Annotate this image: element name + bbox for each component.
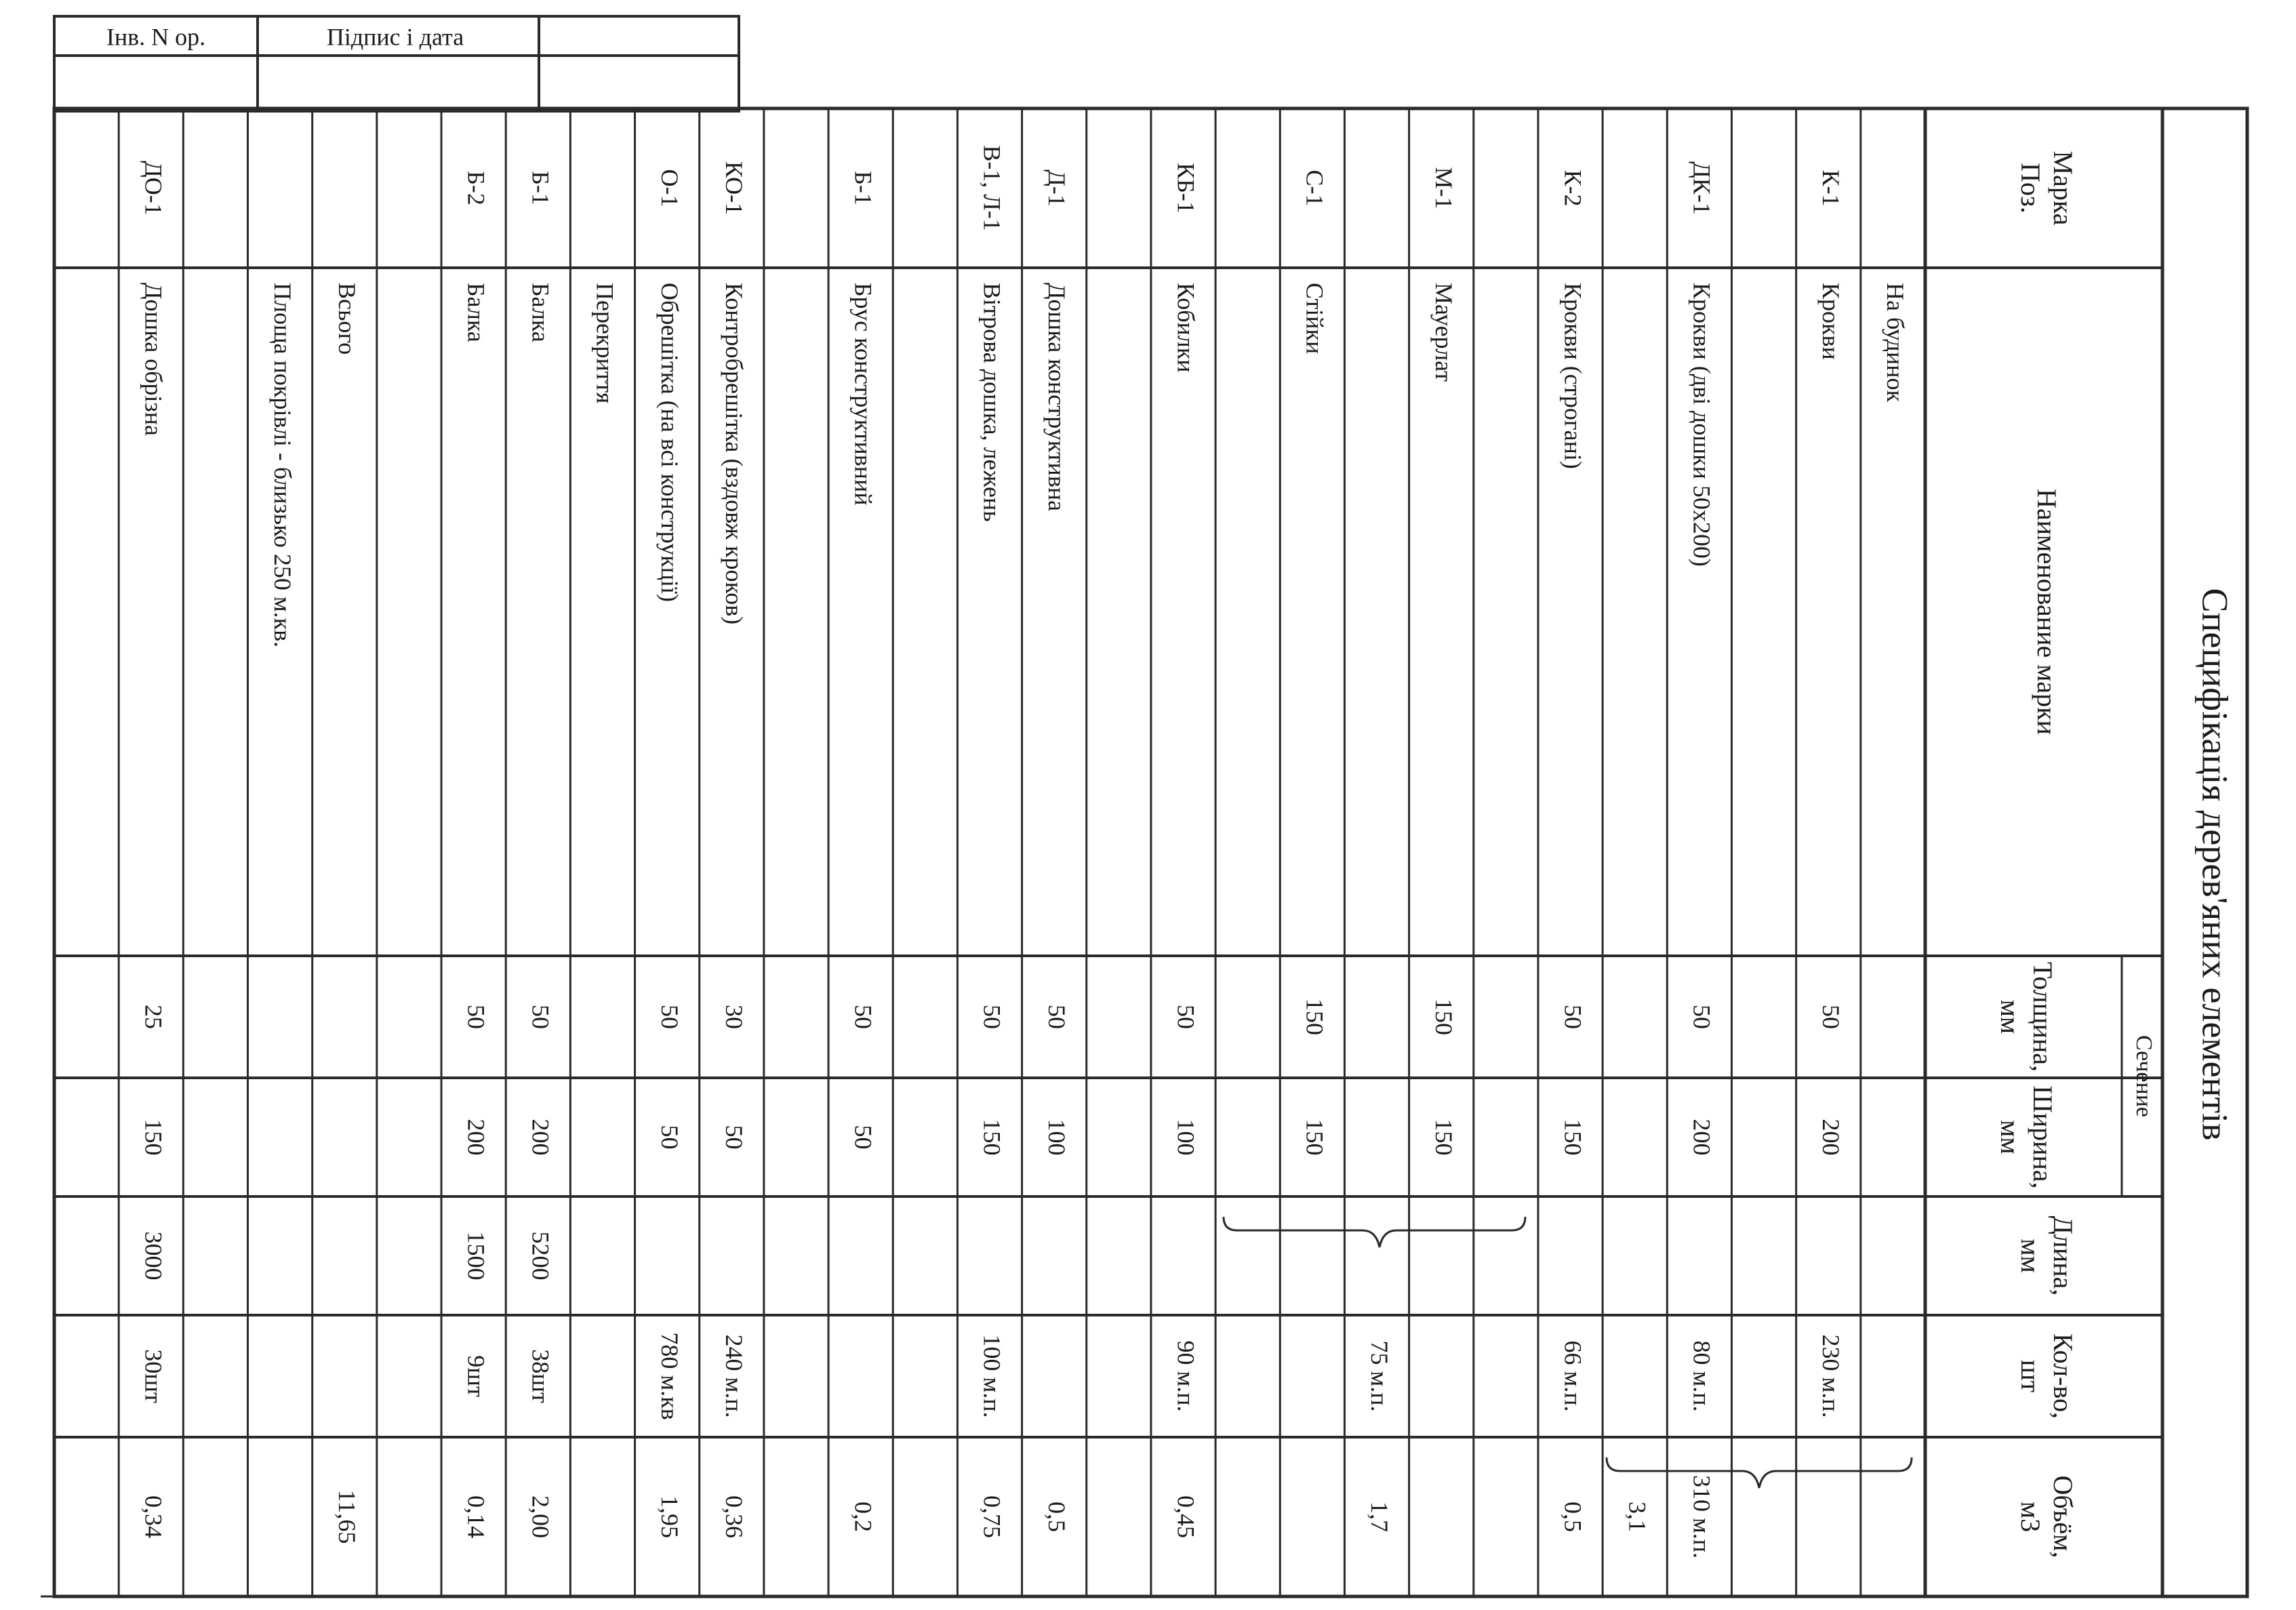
cell-width: 50 — [849, 1125, 877, 1150]
table-body — [140, 145, 1909, 1558]
cell-qty: 9шт — [462, 1355, 490, 1397]
cell-width: 50 — [656, 1125, 683, 1150]
cell-thickness: 30 — [721, 1005, 748, 1029]
cell-width: 200 — [1688, 1119, 1716, 1156]
table-row — [1559, 170, 1586, 1533]
cell-name: Крокви — [1817, 283, 1845, 360]
header-thickness-line2: мм — [1994, 999, 2026, 1034]
cell-width: 200 — [527, 1119, 555, 1156]
cell-qty: 66 м.п. — [1559, 1340, 1587, 1412]
header-length-line1: Длина, — [2047, 1215, 2078, 1296]
cell-volume: 0,5 — [1559, 1502, 1587, 1532]
cell-width: 150 — [1301, 1119, 1329, 1156]
header-volume-line2: м3 — [2015, 1501, 2046, 1533]
cell-volume: 0,75 — [978, 1495, 1006, 1538]
sheet-title: Специфікація дерев'яних елементів — [2194, 588, 2236, 1141]
cell-mark: О-1 — [656, 169, 683, 207]
cell-length: 3000 — [140, 1231, 167, 1281]
cell-width: 200 — [1817, 1119, 1845, 1156]
table-row — [1430, 167, 1457, 1156]
table-row — [1882, 283, 1909, 403]
table-row — [1043, 169, 1070, 1532]
cell-mark: К-2 — [1559, 169, 1587, 207]
cell-qty: 780 м.кв — [656, 1332, 683, 1420]
cell-mark: КО-1 — [721, 161, 748, 216]
cell-width: 50 — [721, 1125, 748, 1150]
cell-name: Контробрешітка (вздовж кроков) — [721, 283, 748, 625]
cell-volume: 11,65 — [334, 1489, 361, 1544]
cell-thickness: 25 — [140, 1005, 167, 1029]
cell-qty: 240 м.п. — [721, 1334, 748, 1418]
cell-qty: 230 м.п. — [1817, 1334, 1845, 1418]
cell-name: Перекриття — [591, 283, 619, 404]
table-row — [140, 161, 167, 1538]
header-qty-line1: Кол-во, — [2047, 1333, 2078, 1420]
cell-qty: 38шт — [527, 1349, 555, 1403]
cell-mark: В-1, Л-1 — [978, 145, 1006, 231]
cell-mark: К-1 — [1817, 169, 1845, 207]
cell-volume: 310 м.п. — [1688, 1474, 1716, 1559]
table-header — [1995, 151, 2156, 1558]
header-mark-line2: Поз. — [2015, 163, 2046, 214]
table-row — [849, 171, 877, 1532]
cell-name: Балка — [462, 283, 490, 342]
cell-mark: КБ-1 — [1172, 163, 1200, 214]
cell-mark: Б-1 — [849, 171, 877, 205]
header-mark-line1: Марка — [2047, 150, 2078, 226]
table-row — [979, 145, 1006, 1538]
cell-volume: 0,2 — [849, 1502, 877, 1532]
header-length-line2: мм — [2015, 1239, 2046, 1273]
cell-qty: 30шт — [140, 1349, 167, 1403]
table-row — [721, 161, 748, 1538]
cell-mark: Б-1 — [527, 171, 555, 205]
table-row — [1689, 161, 1716, 1558]
cell-name: Дошка обрізна — [140, 283, 167, 436]
cell-mark: ДК-1 — [1688, 161, 1716, 215]
cell-thickness: 50 — [978, 1005, 1006, 1029]
header-width-line1: Ширина, — [2027, 1085, 2058, 1189]
cell-name: Кобилки — [1172, 283, 1200, 373]
table-row — [462, 171, 489, 1538]
cell-width: 100 — [1043, 1119, 1070, 1156]
cell-name: Обрешітка (на всі конструкції) — [656, 283, 683, 603]
cell-width: 150 — [140, 1119, 167, 1156]
cell-qty: 80 м.п. — [1688, 1340, 1716, 1412]
cell-name: Дошка конструктивна — [1043, 283, 1070, 512]
inventory-number-label: Інв. N ор. — [106, 23, 206, 51]
cell-width: 150 — [1430, 1119, 1457, 1156]
cell-volume: 0,5 — [1043, 1502, 1070, 1532]
cell-thickness: 50 — [1559, 1005, 1587, 1029]
cell-qty: 75 м.п. — [1365, 1340, 1393, 1412]
cell-name: На будинок — [1882, 283, 1910, 402]
column-lines — [54, 108, 2162, 1596]
cell-width: 150 — [1559, 1119, 1587, 1156]
cell-thickness: 150 — [1301, 999, 1329, 1035]
table-row — [1817, 170, 1845, 1418]
cell-name: Балка — [527, 283, 555, 342]
cell-thickness: 50 — [849, 1005, 877, 1029]
cell-name: Стійки — [1301, 283, 1329, 355]
table-frame — [41, 108, 2247, 1596]
cell-name: Брус конструктивний — [849, 283, 877, 506]
signature-date-label: Підпис і дата — [326, 23, 464, 51]
cell-name: Крокви (дві дошки 50х200) — [1688, 283, 1716, 567]
table-row — [1172, 163, 1199, 1538]
cell-qty: 90 м.п. — [1172, 1340, 1200, 1412]
table-row — [527, 171, 555, 1538]
cell-thickness: 50 — [656, 1005, 683, 1029]
cell-thickness: 50 — [462, 1005, 490, 1029]
cell-thickness: 50 — [1688, 1005, 1716, 1029]
cell-width: 200 — [462, 1119, 490, 1156]
cell-volume: 2,00 — [527, 1495, 555, 1538]
cell-volume: 1,95 — [656, 1495, 683, 1538]
cell-mark: Б-2 — [462, 171, 490, 205]
cell-volume: 0,34 — [140, 1495, 167, 1538]
cell-name: Вітрова дошка, лежень — [978, 283, 1006, 522]
table-row — [334, 283, 361, 1544]
cell-thickness: 150 — [1430, 999, 1457, 1035]
header-name: Наименование марки — [2031, 489, 2062, 735]
cell-width: 150 — [978, 1119, 1006, 1156]
table-row — [1624, 1502, 1651, 1532]
cell-name: Площа покрівлі - близько 250 м.кв. — [268, 283, 296, 648]
cell-volume: 0,45 — [1172, 1495, 1200, 1538]
cell-thickness: 50 — [1043, 1005, 1070, 1029]
volume-brace — [1607, 1457, 1912, 1488]
cell-name: Крокви (строгані) — [1559, 283, 1587, 469]
cell-width: 100 — [1172, 1119, 1200, 1156]
cell-volume: 1,7 — [1365, 1502, 1393, 1532]
table-row — [592, 283, 619, 403]
cell-qty: 100 м.п. — [978, 1334, 1006, 1418]
cell-thickness: 50 — [1172, 1005, 1200, 1029]
cell-name: Мауерлат — [1430, 283, 1457, 382]
table-row — [1302, 170, 1329, 1156]
header-width-line2: мм — [1994, 1120, 2026, 1154]
cell-volume: 0,14 — [462, 1495, 490, 1538]
table-row — [656, 169, 683, 1539]
cell-mark: М-1 — [1430, 167, 1457, 209]
table-row — [269, 283, 296, 647]
cell-length: 1500 — [462, 1231, 490, 1281]
cell-volume: 3,1 — [1624, 1502, 1651, 1532]
cell-mark: Д-1 — [1043, 169, 1070, 207]
cell-mark: С-1 — [1301, 169, 1329, 207]
cell-thickness: 50 — [527, 1005, 555, 1029]
cell-name: Всього — [334, 283, 361, 355]
cell-volume: 0,36 — [721, 1495, 748, 1538]
header-section: Сечение — [2131, 1034, 2157, 1118]
cell-length: 5200 — [527, 1231, 555, 1281]
header-thickness-line1: Толщина, — [2027, 961, 2058, 1072]
length-brace — [1224, 1217, 1525, 1247]
cell-thickness: 50 — [1817, 1005, 1845, 1029]
cell-mark: ДО-1 — [140, 161, 167, 216]
header-volume-line1: Объём, — [2047, 1475, 2078, 1558]
header-qty-line2: шт — [2015, 1359, 2046, 1393]
